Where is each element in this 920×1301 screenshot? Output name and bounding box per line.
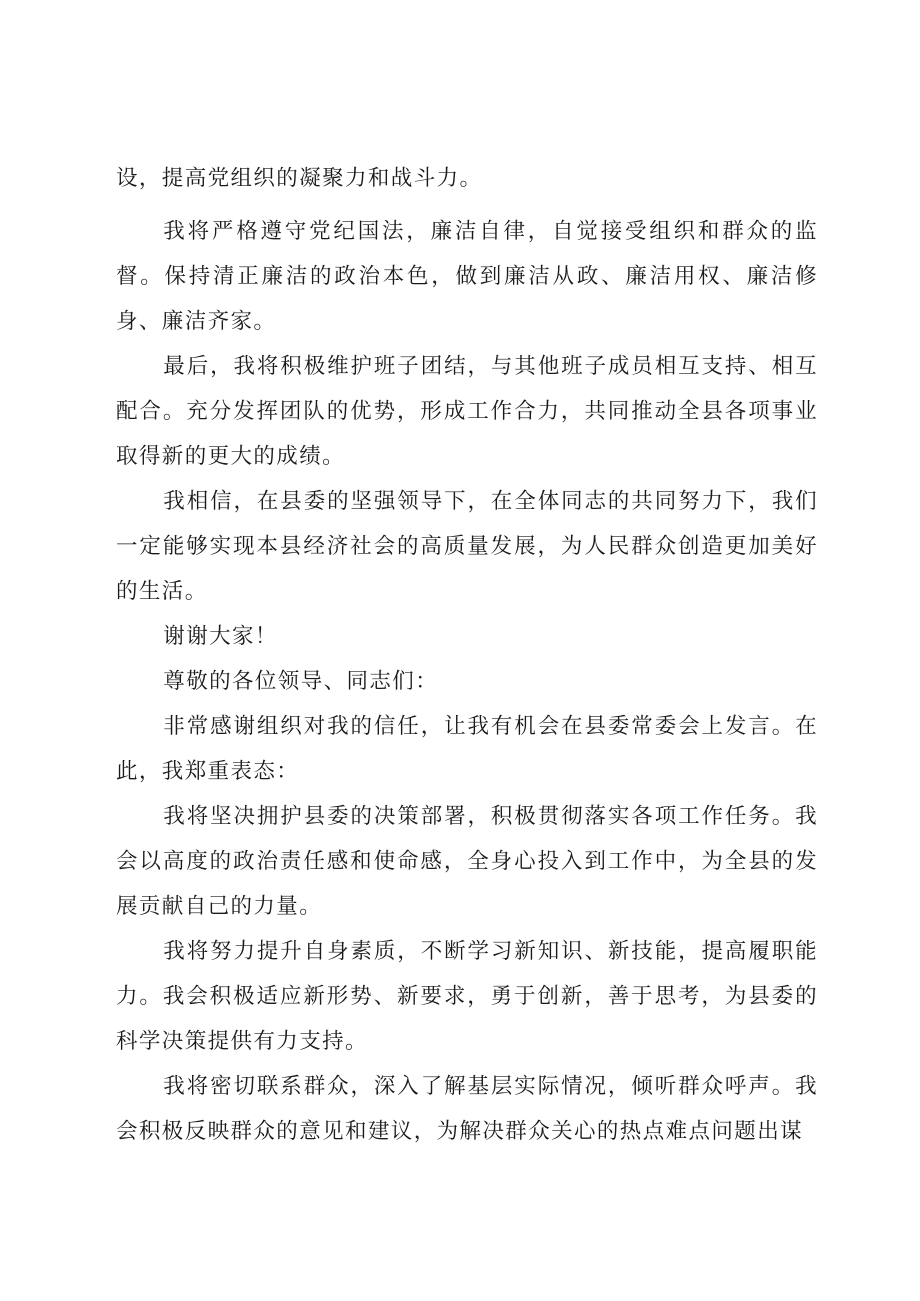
- paragraph-belief: 我相信，在县委的坚强领导下，在全体同志的共同努力下，我们一定能够实现本县经济社会的高质量发展，为人民群众创造更加美好的生活。: [116, 489, 818, 604]
- paragraph-support: 我将坚决拥护县委的决策部署，积极贯彻落实各项工作任务。我会以高度的政治责任感和使命感，全身心投入到工作中，为全县的发展贡献自己的力量。: [116, 804, 818, 919]
- paragraph-continuation: 设，提高党组织的凝聚力和战斗力。: [116, 166, 483, 191]
- paragraph-salutation: 尊敬的各位领导、同志们：: [163, 669, 439, 694]
- paragraph-gratitude: 非常感谢组织对我的信任，让我有机会在县委常委会上发言。在此，我郑重表态：: [116, 714, 818, 784]
- paragraph-self-improvement: 我将努力提升自身素质，不断学习新知识、新技能，提高履职能力。我会积极适应新形势、新要求，勇于创新，善于思考，为县委的科学决策提供有力支持。: [116, 939, 818, 1054]
- paragraph-discipline: 我将严格遵守党纪国法，廉洁自律，自觉接受组织和群众的监督。保持清正廉洁的政治本色，做到廉洁从政、廉洁用权、廉洁修身、廉洁齐家。: [116, 219, 818, 334]
- paragraph-unity: 最后，我将积极维护班子团结，与其他班子成员相互支持、相互配合。充分发挥团队的优势，形成工作合力，共同推动全县各项事业取得新的更大的成绩。: [116, 354, 818, 469]
- document-body: [116, 156, 818, 1154]
- paragraph-thanks: 谢谢大家！: [163, 624, 278, 649]
- paragraph-masses: 我将密切联系群众，深入了解基层实际情况，倾听群众呼声。我会积极反映群众的意见和建议，为解决群众关心的热点难点问题出谋: [116, 1074, 818, 1144]
